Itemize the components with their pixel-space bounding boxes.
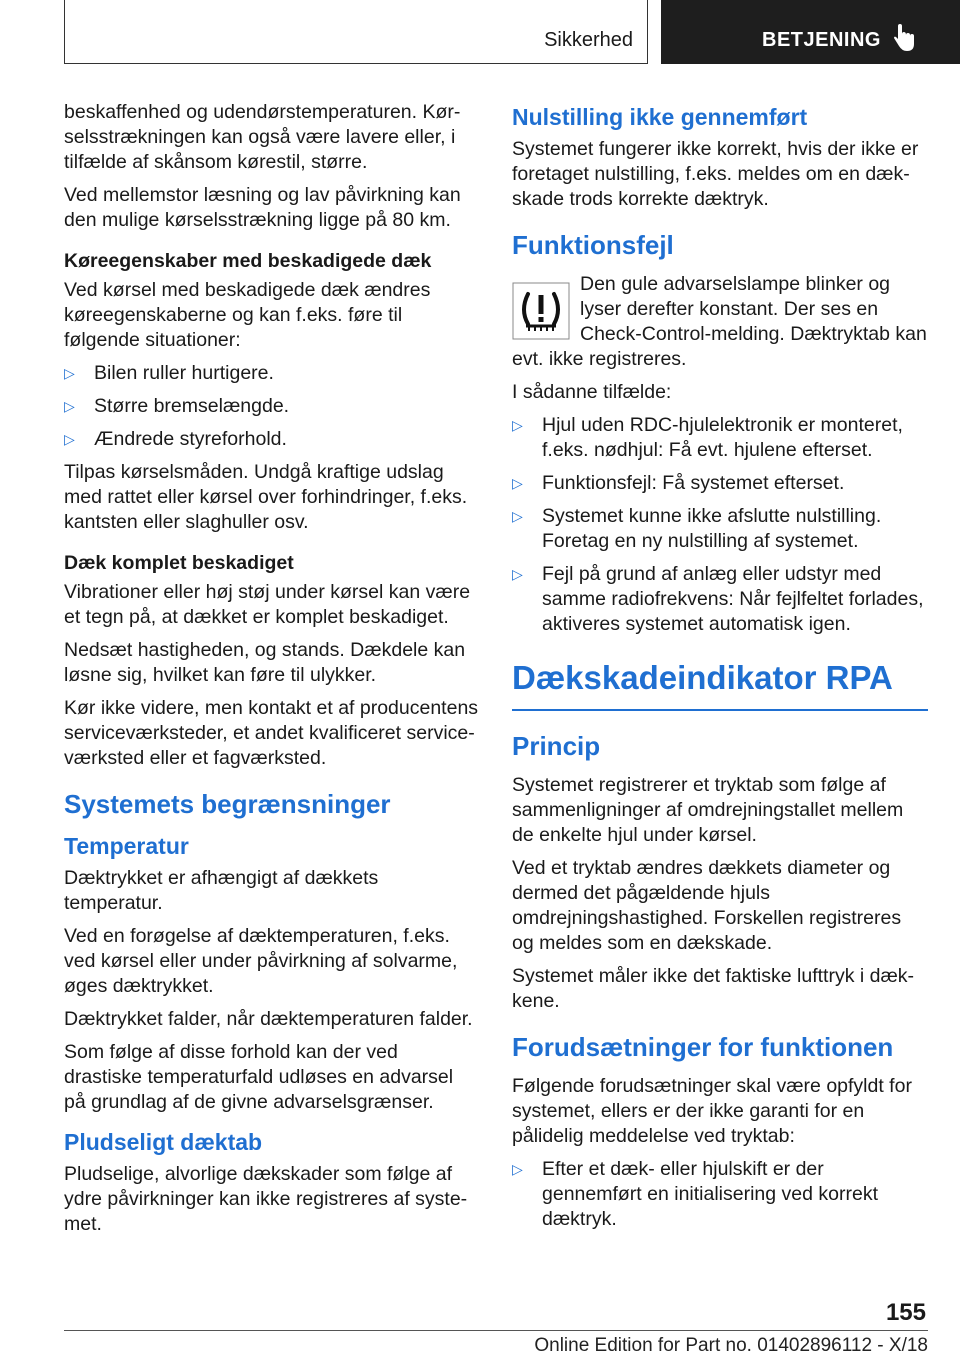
- triangle-bullet-icon: ▷: [64, 365, 75, 381]
- paragraph: Pludselige, alvorlige dækskader som følge af ydre påvirkninger kan ikke registreres af systemet.: [64, 1163, 468, 1235]
- paragraph: Systemet måler ikke det faktiske lufttryk i dækkene.: [512, 965, 915, 1012]
- list-item: ▷ Fejl på grund af anlæg eller udstyr med samme radiofrekvens: Når fejlfeltet forlades, aktiveres systemet automatisk igen.: [512, 563, 924, 635]
- subsection-heading: Pludseligt dæktab: [64, 1129, 263, 1155]
- triangle-bullet-icon: ▷: [512, 566, 523, 582]
- section-heading: Princip: [512, 731, 601, 761]
- left-column: [64, 100, 480, 1245]
- warning-block: [512, 272, 928, 372]
- paragraph: Kør ikke videre, men kontakt et af producentens serviceværksteder, et andet kvalificeret serviceværksted eller et fagværksted.: [64, 697, 479, 769]
- chapter-heading: Dækskadeindikator RPA: [512, 659, 928, 711]
- triangle-bullet-icon: ▷: [512, 475, 523, 491]
- triangle-bullet-icon: ▷: [512, 1161, 523, 1177]
- paragraph: Systemet registrerer et tryktab som følge af sammenligninger af omdrejningstallet mellem de enkelte hjul under kørsel.: [512, 774, 904, 846]
- paragraph: I sådanne tilfælde:: [512, 381, 672, 403]
- paragraph: beskaffenhed og udendørstemperaturen. Kørselsstrækningen kan også være lavere eller, i tilfælde af skånsom kørestil, større.: [64, 101, 461, 173]
- list-item: ▷ Hjul uden RDC-hjulelektronik er monteret, f.eks. nødhjul: Få evt. hjulene efterset.: [512, 414, 903, 461]
- paragraph: Som følge af disse forhold kan der ved drastiske temperaturfald udløses en advarsel på grundlag af de givne advarselsgrænser.: [64, 1041, 454, 1113]
- paragraph: Ved kørsel med beskadigede dæk ændres køreegenskaberne og kan f.eks. føre til følgende situationer:: [64, 279, 431, 351]
- list-item: ▷ Efter et dæk- eller hjulskift er der gennemført en initialisering ved korrekt dæktryk.: [512, 1158, 878, 1230]
- page-number: 155: [885, 1299, 926, 1326]
- subsection-heading: Temperatur: [64, 833, 189, 859]
- bullet-list: [512, 413, 928, 637]
- subheading: Dæk komplet beskadiget: [64, 552, 294, 574]
- triangle-bullet-icon: ▷: [64, 431, 75, 447]
- footer-divider: [64, 1330, 928, 1331]
- paragraph: Ved en forøgelse af dæktemperaturen, f.eks. ved kørsel eller under påvirkning af solvarme, øges dæktrykket.: [64, 925, 458, 997]
- list-item: ▷ Funktionsfejl: Få systemet efterset.: [512, 472, 845, 494]
- paragraph: Tilpas kørselsmåden. Undgå kraftige udslag med rattet eller kørsel over forhindringer, f.eks. kantsten eller slaghuller osv.: [64, 461, 468, 533]
- paragraph: Følgende forudsætninger skal være opfyldt for systemet, ellers er der ikke garanti for en pålidelig meddelelse ved tryktab:: [512, 1075, 912, 1147]
- triangle-bullet-icon: ▷: [512, 508, 523, 524]
- header-chapter-title: BETJENING: [762, 29, 881, 51]
- paragraph: Ved mellemstor læsning og lav påvirkning kan den mulige kørselsstrækning ligge på 80 km.: [64, 184, 461, 231]
- paragraph: Systemet fungerer ikke korrekt, hvis der ikke er foretaget nulstilling, f.eks. meldes om en dækskade trods korrekte dæktryk.: [512, 138, 919, 210]
- tire-pressure-warning-icon: [512, 282, 570, 340]
- list-item: ▷ Større bremselængde.: [64, 395, 290, 417]
- list-item: ▷ Systemet kunne ikke afslutte nulstilling. Foretag en ny nulstilling af systemet.: [512, 505, 882, 552]
- subheading: Køreegenskaber med beskadigede dæk: [64, 250, 432, 272]
- hand-pointer-icon: [894, 24, 916, 52]
- paragraph: Dæktrykket er afhængigt af dækkets temperatur.: [64, 867, 379, 914]
- right-column: [512, 100, 928, 1240]
- header-section-box: [64, 0, 648, 64]
- section-heading: Systemets begrænsninger: [64, 789, 391, 819]
- header-section-title: Sikkerhed: [544, 29, 633, 51]
- paragraph: Den gule advarselslampe blinker og lyser derefter konstant. Der ses en Check-Control-melding. Dæktryktab kan evt. ikke registreres.: [512, 273, 927, 370]
- section-heading: Funktionsfejl: [512, 230, 674, 260]
- list-item: ▷ Ændrede styreforhold.: [64, 428, 287, 450]
- triangle-bullet-icon: ▷: [512, 417, 523, 433]
- triangle-bullet-icon: ▷: [64, 398, 75, 414]
- paragraph: Ved et tryktab ændres dækkets diameter og dermed det pågældende hjuls omdrejningshastighed. Forskellen registreres og meldes som en dækskade.: [512, 857, 902, 954]
- section-heading: Forudsætninger for funktionen: [512, 1032, 894, 1062]
- bullet-list: [512, 1157, 928, 1232]
- paragraph: Vibrationer eller høj støj under kørsel kan være et tegn på, at dækket er komplet beskadiget.: [64, 581, 471, 628]
- paragraph: Nedsæt hastigheden, og stands. Dækdele kan løsne sig, hvilket kan føre til ulykker.: [64, 639, 466, 686]
- list-item: ▷ Bilen ruller hurtigere.: [64, 362, 274, 384]
- header-chapter-box: [661, 0, 960, 64]
- footer-edition: Online Edition for Part no. 01402896112 - X/18: [534, 1335, 928, 1356]
- paragraph: Dæktrykket falder, når dæktemperaturen falder.: [64, 1008, 473, 1030]
- subsection-heading: Nulstilling ikke gennemført: [512, 104, 808, 130]
- bullet-list: [64, 361, 480, 452]
